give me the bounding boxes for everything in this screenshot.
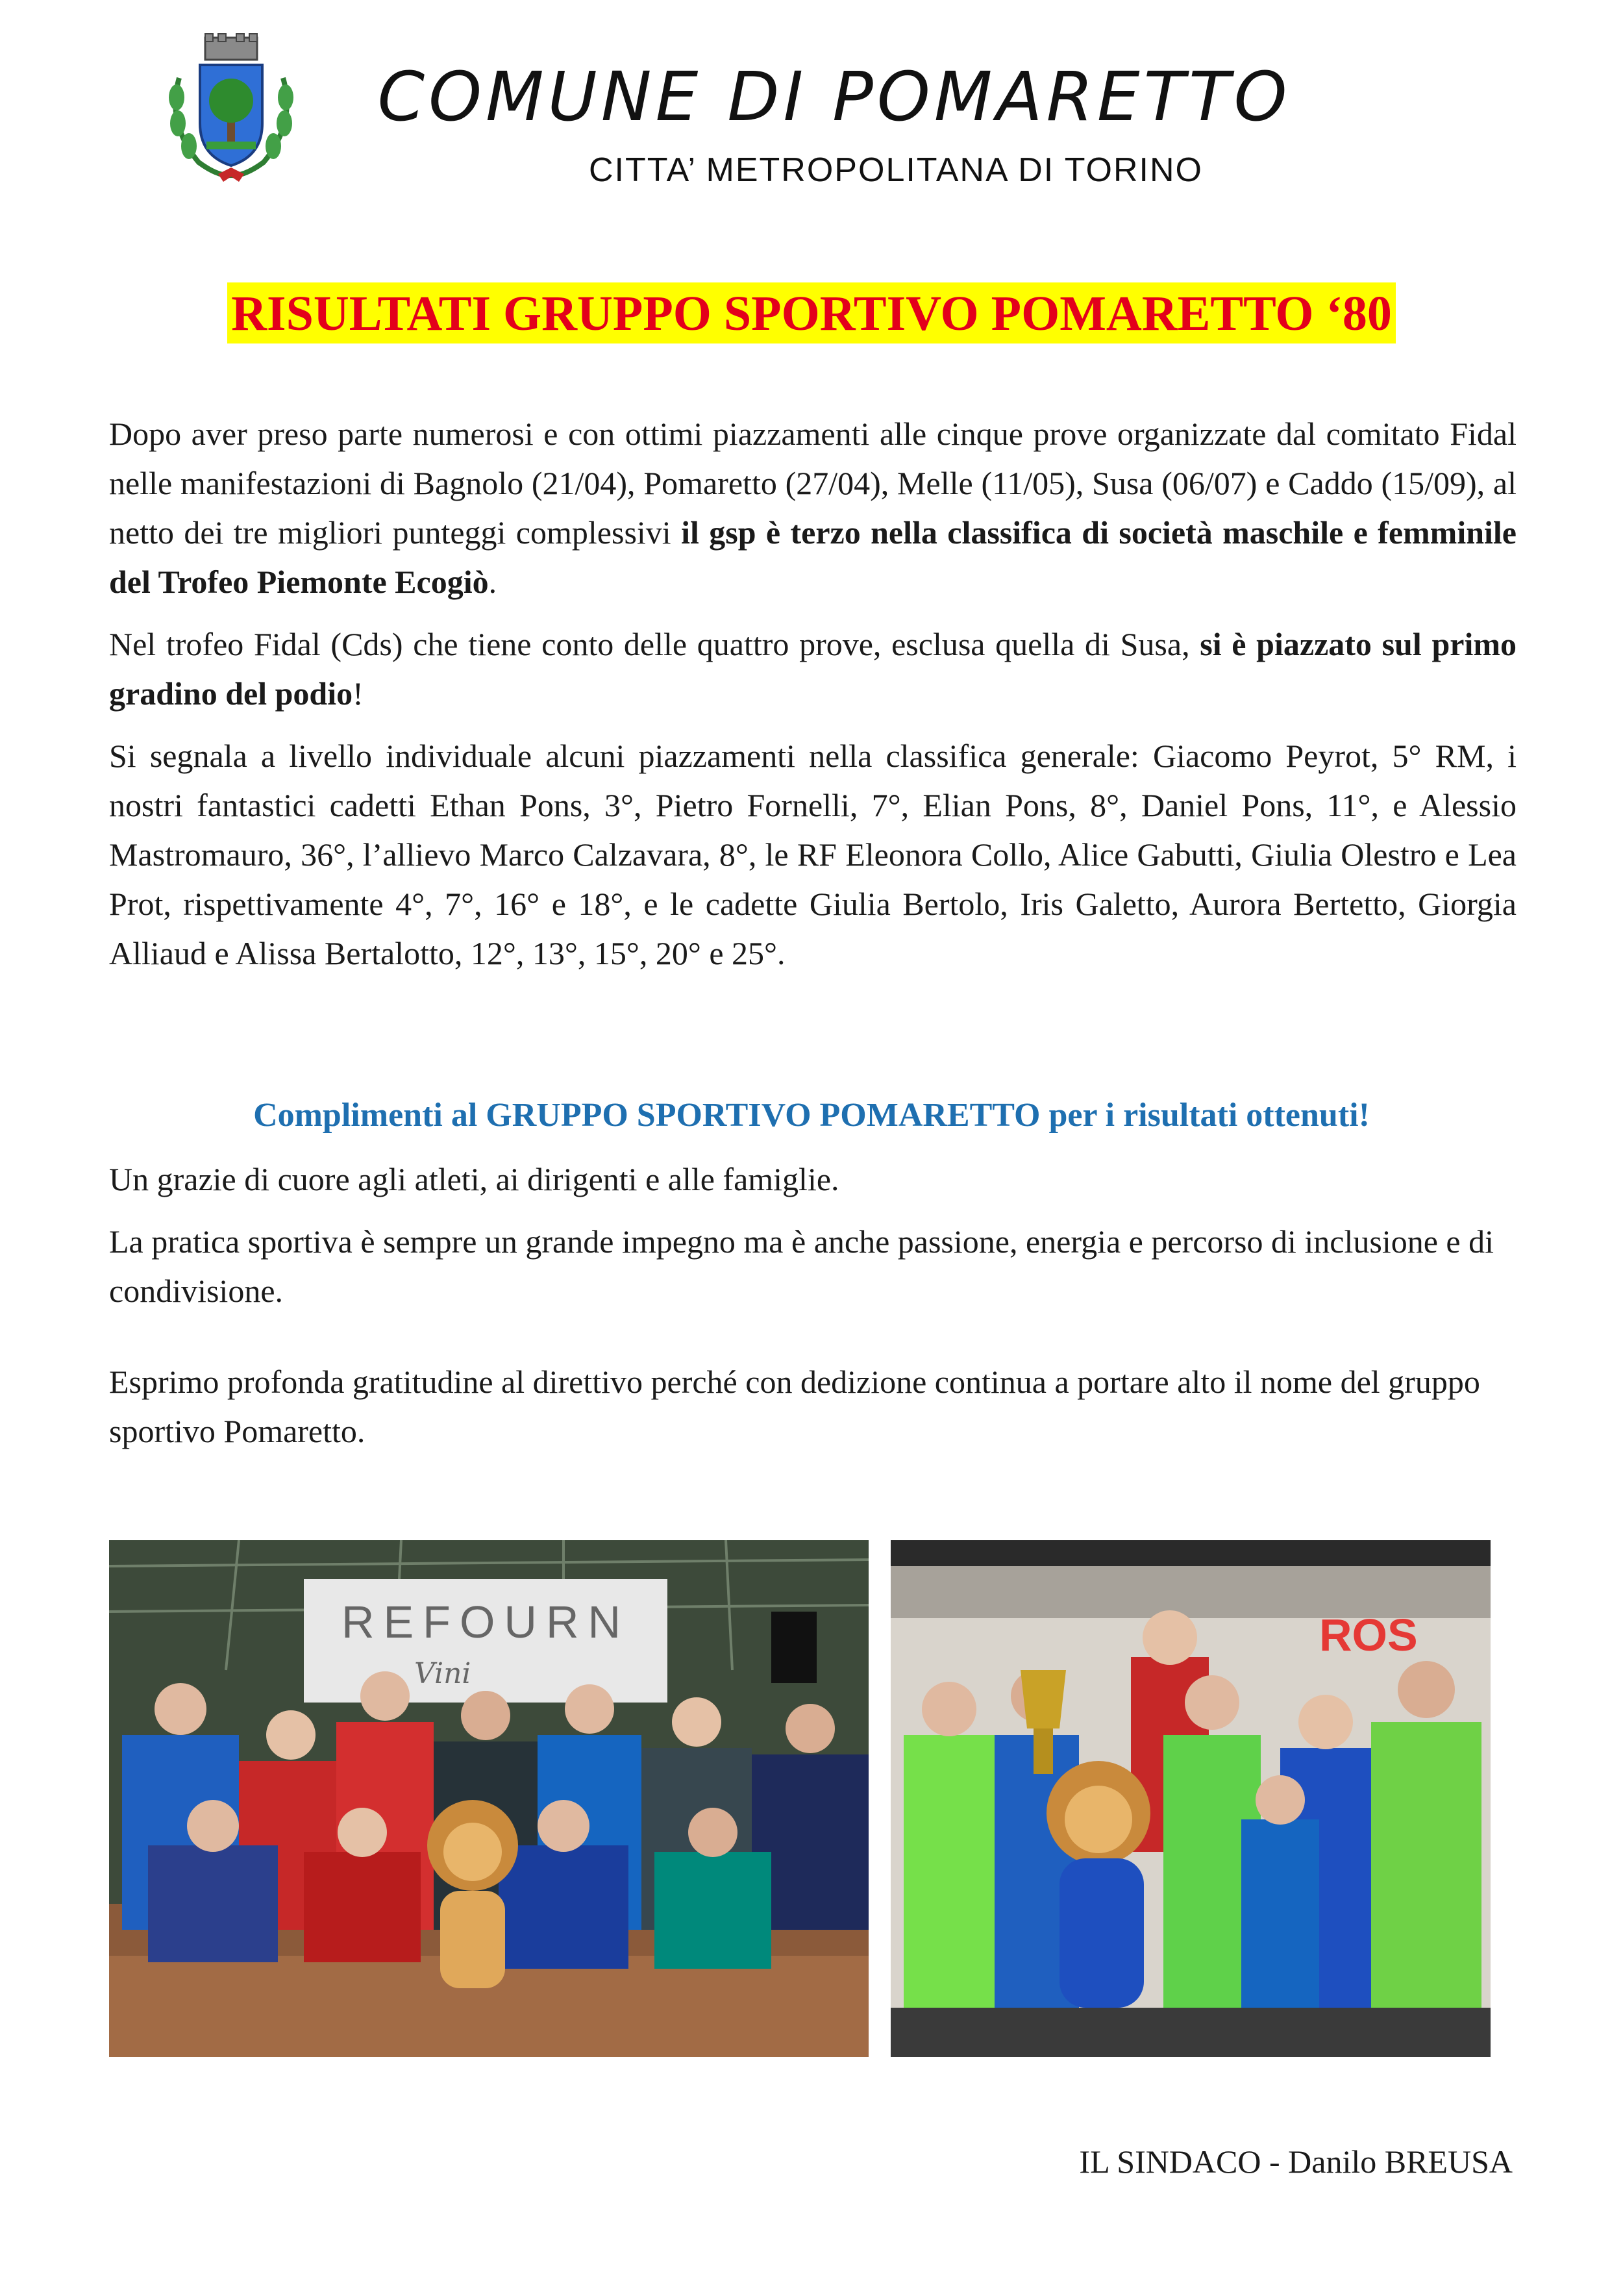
paragraph-practice: La pratica sportiva è sempre un grande impegno ma è anche passione, energia e percorso di inclusione e di condivisione. <box>109 1223 1494 1309</box>
paragraph-individual: Si segnala a livello individuale alcuni piazzamenti nella classifica generale: Giacomo Peyrot, 5° RM, i nostri fantastici cadetti Ethan Pons, 3°, Pietro Fornelli, 7°, Elian Pons, 8°, Daniel Pons, 11°, e Alessio Mastromauro, 36°, l’allievo Marco Calzavara, 8°, le RF Eleonora Collo, Alice Gabutti, Giulia Olestro e Lea Prot, rispettivamente 4°, 7°, 16° e 18°, e le cadette Giulia Bertolo, Iris Galetto, Aurora Bertetto, Giorgia Alliaud e Alissa Bertalotto, 12°, 13°, 15°, 20° e 25°. <box>109 738 1517 971</box>
headline <box>0 286 1623 342</box>
paragraph-text: Dopo aver preso parte numerosi e con ottimi piazzamenti alle cinque prove organizzate dal comitato Fidal nelle manifestazioni di Bagnolo (21/04), Pomaretto (27/04), Melle (11/05), Susa (06/07) e Caddo (15/09), al netto dei tre migliori punteggi complessivi <box>109 416 1517 551</box>
page-subtitle: CITTA’ METROPOLITANA DI TORINO <box>588 151 1203 189</box>
body-text <box>109 409 1517 991</box>
banner-subtext: Vini <box>414 1657 471 1690</box>
paragraph-thanks: Un grazie di cuore agli atleti, ai dirigenti e alle famiglie. <box>109 1161 839 1197</box>
paragraph-gratitude: Esprimo profonda gratitudine al direttivo perché con dedizione continua a portare alto il nome del gruppo sportivo Pomaretto. <box>109 1364 1480 1449</box>
paragraph-text: ! <box>353 675 364 712</box>
store-sign: ROS <box>1319 1610 1418 1660</box>
group-photo-1 <box>109 1540 869 2057</box>
closing-text <box>109 1154 1517 1469</box>
compliments-line: Complimenti al GRUPPO SPORTIVO POMARETTO per i risultati ottenuti! <box>253 1097 1370 1134</box>
paragraph-bold: si è piazzato sul primo gradino del podio <box>109 626 1517 712</box>
paragraph-results <box>109 409 1517 606</box>
paragraph-bold: il gsp è terzo nella classifica di società maschile e femminile del Trofeo Piemonte Ecogiò <box>109 514 1517 600</box>
page-title: COMUNE DI POMARETTO <box>377 57 1291 136</box>
headline-text: RISULTATI GRUPPO SPORTIVO POMARETTO ‘80 <box>227 282 1396 343</box>
paragraph-fidal <box>109 619 1517 718</box>
signature: IL SINDACO - Danilo BREUSA <box>1079 2143 1513 2180</box>
group-photo-2 <box>891 1540 1491 2057</box>
banner-text: REFOURN <box>341 1597 630 1647</box>
paragraph-text: . <box>488 564 497 600</box>
paragraph-text: Nel trofeo Fidal (Cds) che tiene conto delle quattro prove, esclusa quella di Susa, <box>109 626 1200 662</box>
